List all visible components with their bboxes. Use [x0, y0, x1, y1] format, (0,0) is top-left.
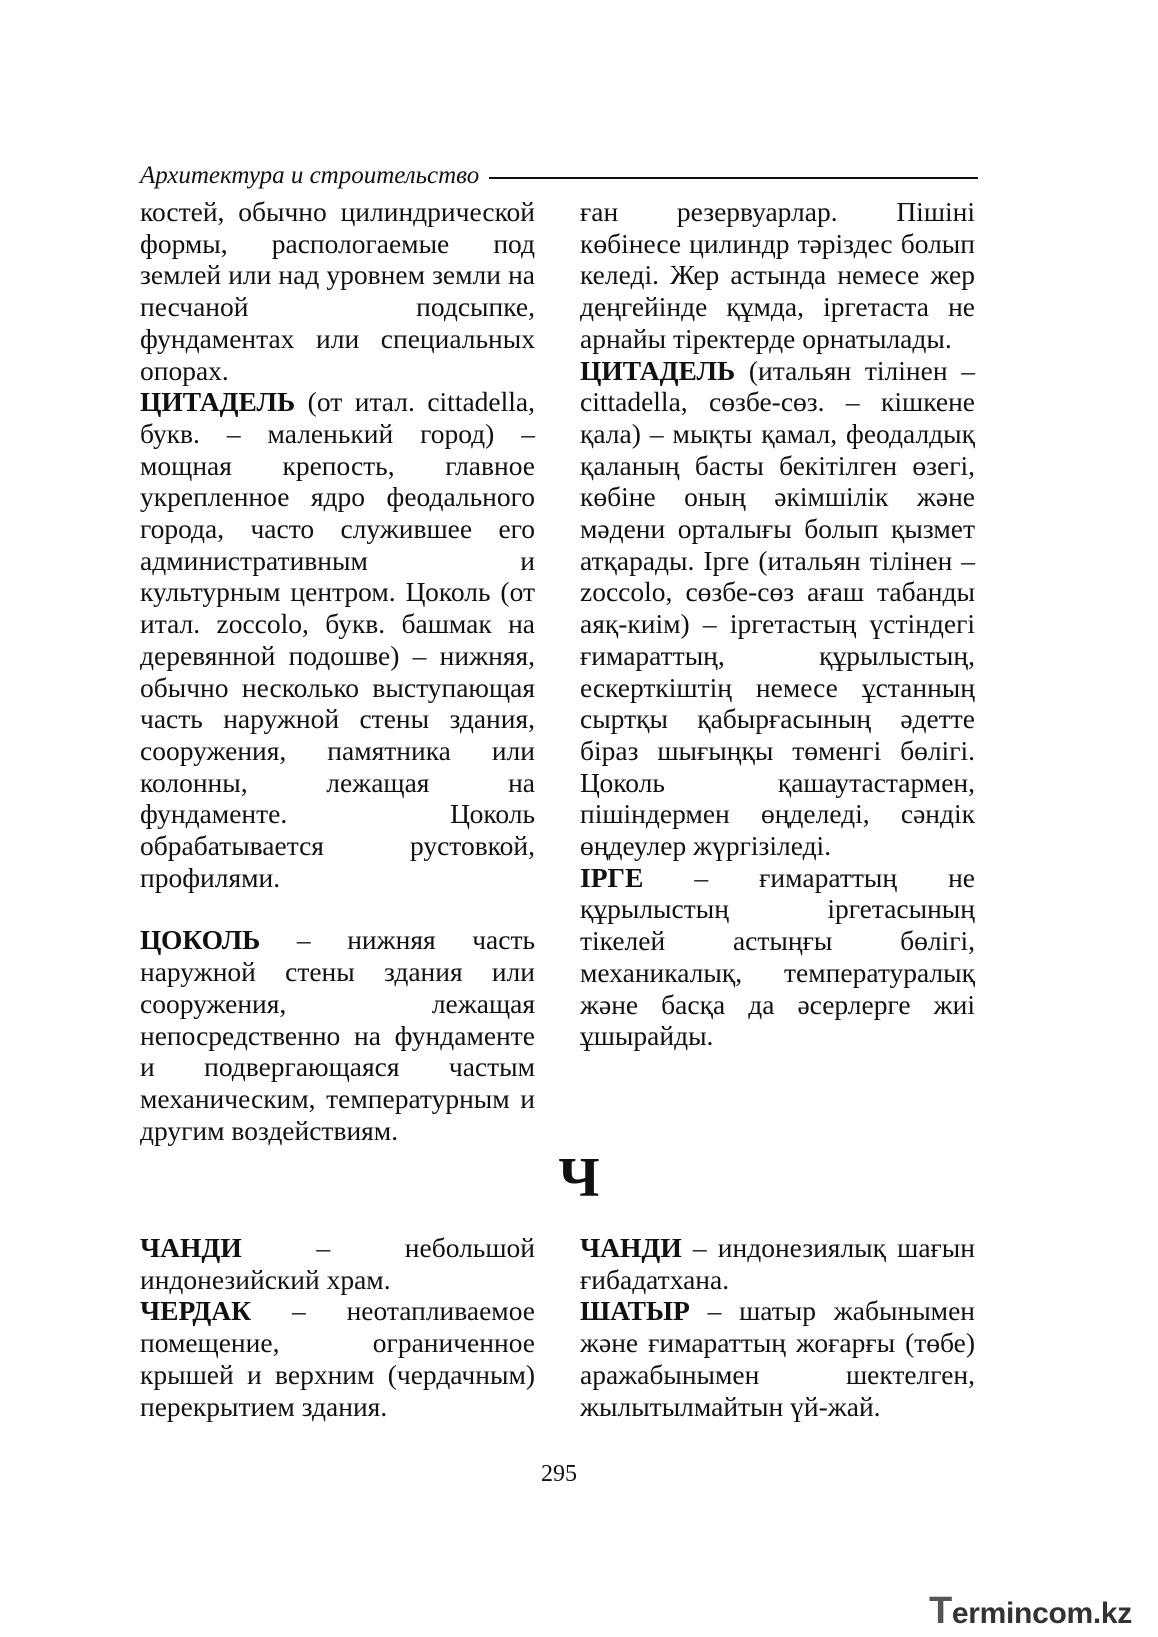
watermark-logo	[929, 1590, 1132, 1633]
definition-cherdak: – неотапливаемое помещение, ограниченное крышей и верхним (чердачным) перекрытием здания.	[140, 1295, 535, 1422]
definition-citadel-kz: (итальян тілінен – cittadella, сөзбе-сөз. – кішкене қала) – мықты қамал, феодалдық қаланың басты бекітілген өзегі, көбіне оның әкімшілік және мәдени орталығы болып қызмет атқарады. Ірге (итальян тілінен – zoccolo, сөзбе-сөз ағаш табанды аяқ-киім) – іргетастың үстіндегі ғимараттың, құрылыстың, ескерткіштің немесе ұстанның сыртқы қабырғасының әдетте біраз шығыңқы төменгі бөлігі. Цоколь қашаутастармен, пішіндермен өңделеді, сәндік өңдеулер жүргізіледі.	[580, 354, 975, 862]
logo-text: ermincom.kz	[951, 1597, 1132, 1630]
definition-chandi: – небольшой индонезийский храм.	[140, 1232, 535, 1295]
entry-cherdak-ru	[140, 1295, 535, 1422]
continued-paragraph-kz: ған резервуарлар. Пішіні көбінесе цилиндр тәріздес болып келеді. Жер астында немесе жер деңгейінде құмда, іргетаста не арнайы тіректерде орнатылады.	[580, 196, 975, 354]
definition-shatyr: – шатыр жабынымен және ғимараттың жоғарғы (төбе) аражабынымен шектелген, жылытылмайтын үй-жай.	[580, 1295, 975, 1422]
entry-tsokol-ru	[140, 924, 535, 1146]
entry-citadel-ru	[140, 386, 535, 893]
russian-column-bottom	[140, 1232, 535, 1422]
definition-citadel: (от итал. cittadella, букв. – маленький город) – мощная крепость, главное укрепленное ядро феодального города, часто служившее его административным и культурным центром. Цоколь (от итал. zoccolo, букв. башмак на деревянной подошве) – нижняя, обычно несколько выступающая часть наружной стены здания, сооружения, памятника или колонны, лежащая на фундаменте. Цоколь обрабатывается рустовкой, профилями.	[140, 386, 535, 893]
entry-irge-kz	[580, 862, 975, 1052]
term-irge: ІРГЕ	[580, 861, 644, 893]
term-chandi-kz: ЧАНДИ	[580, 1232, 682, 1263]
entry-citadel-kz	[580, 355, 975, 862]
section-letter: Ч	[558, 1147, 600, 1209]
term-citadel: ЦИТАДЕЛЬ	[140, 386, 296, 418]
entry-chandi-ru	[140, 1232, 535, 1295]
running-header	[140, 162, 978, 190]
entry-shatyr-kz	[580, 1295, 975, 1422]
header-rule	[489, 177, 978, 179]
term-shatyr: ШАТЫР	[580, 1295, 690, 1327]
kazakh-column-top	[580, 196, 975, 1052]
term-citadel-kz: ЦИТАДЕЛЬ	[580, 354, 736, 386]
russian-column-top	[140, 196, 535, 1146]
definition-tsokol: – нижняя часть наружной стены здания или сооружения, лежащая непосредственно на фундаменте и подвергающаяся частым механическим, температурным и другим воздействиям.	[140, 924, 535, 1146]
term-cherdak: ЧЕРДАК	[140, 1295, 252, 1327]
logo-initial: T	[928, 1590, 952, 1632]
definition-irge: – ғимараттың не құрылыстың іргетасының тікелей астыңғы бөлігі, механикалық, температуралық және басқа да әсерлерге жиі ұшырайды.	[580, 861, 975, 1052]
entry-chandi-kz	[580, 1232, 975, 1295]
page-number: 295	[541, 1461, 577, 1487]
term-chandi: ЧАНДИ	[140, 1232, 242, 1263]
header-title: Архитектура и строительство	[140, 162, 480, 189]
continued-paragraph: костей, обычно цилиндрической формы, распологаемые под землей или над уровнем земли на песчаной подсыпке, фундаментах или специальных опорах.	[140, 196, 535, 386]
definition-chandi-kz: – индонезиялық шағын ғибадатхана.	[580, 1232, 975, 1295]
kazakh-column-bottom	[580, 1232, 975, 1422]
term-tsokol: ЦОКОЛЬ	[140, 924, 261, 956]
